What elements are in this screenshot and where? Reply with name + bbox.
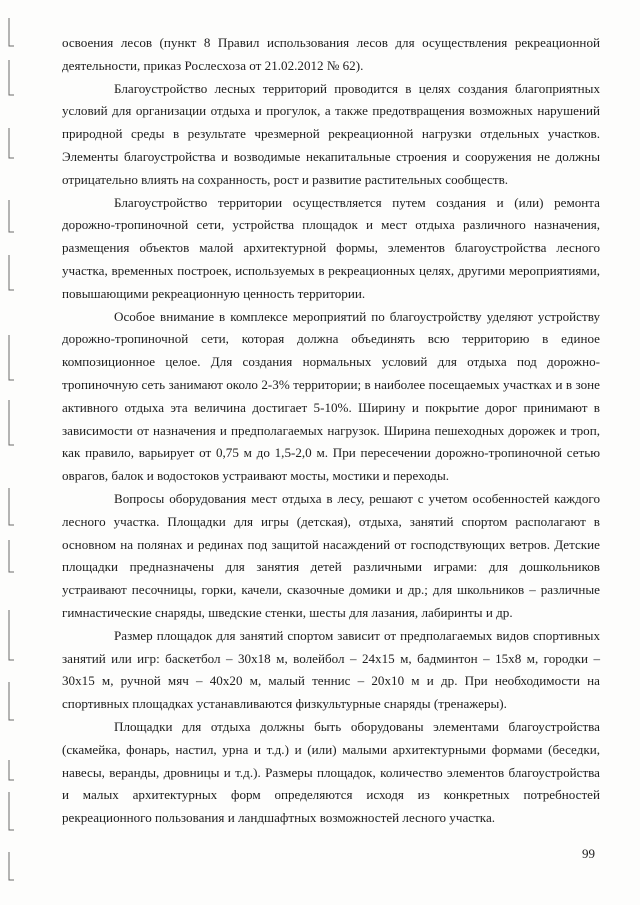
- binding-margin-marks: [0, 0, 30, 905]
- page-number: 99: [582, 846, 595, 861]
- binding-marks-graphic: [0, 0, 30, 905]
- paragraph-7: Площадки для отдыха должны быть оборудованы элементами благоустройства (скамейка, фонарь, настил, урна и т.д.) и (или) малыми архитектурными формами (беседки, навесы, веранды, дровницы и т.д.). Размеры площадок, количество элементов благоустройства и малых архитектурных форм определяются исходя из конкретных потребностей рекреационного пользования и ландшафтных возможностей лесного участка.: [62, 718, 600, 826]
- paragraph-5: Вопросы оборудования мест отдыха в лесу, решают с учетом особенностей каждого лесного участка. Площадки для игры (детская), отдыха, занятий спортом располагают в основном на полянах и рединах под защитой насаждений от господствующих ветров. Детские площадки предназначены для занятия детей различными играми: для дошкольников устраивают песочницы, горки, качели, сказочные домики и др.; для школьников – различные гимнастические снаряды, шведские стенки, шесты для лазания, лабиринты и др.: [62, 490, 600, 620]
- paragraph-6: Размер площадок для занятий спортом зависит от предполагаемых видов спортивных занятий или игр: баскетбол – 30х18 м, волейбол – 24х15 м, бадминтон – 15х8 м, городки – 30х15 м, ручной мяч – 40х20 м, малый теннис – 20х10 м и др. При необходимости на спортивных площадках устанавливаются физкультурные снаряды (тренажеры).: [62, 627, 600, 712]
- paragraph-4: Особое внимание в комплексе мероприятий по благоустройству уделяют устройству дорожно-тропиночной сети, которая должна объединять всю территорию в единое композиционное целое. Для создания нормальных условий для отдыха под дорожно-тропиночную сеть занимают около 2-3% территории; в наиболее посещаемых участках и в зоне активного отдыха эта величина достигает 5-10%. Ширину и покрытие дорог принимают в зависимости от назначения и предполагаемых нагрузок. Ширина пешеходных дорожек и троп, как правило, варьирует от 0,75 м до 1,5-2,0 м. При пересечении дорожно-тропиночной сетью оврагов, балок и водостоков устраивают мосты, мостики и переходы.: [62, 308, 600, 484]
- paragraph-2: Благоустройство лесных территорий проводится в целях создания благоприятных условий для организации отдыха и прогулок, а также предотвращения возможных нарушений природной среды в результате чрезмерной рекреационной нагрузки отдельных участков. Элементы благоустройства и возводимые некапитальные строения и сооружения не должны отрицательно влиять на сохранность, рост и развитие растительных сообществ.: [62, 80, 600, 187]
- paragraph-1: освоения лесов (пункт 8 Правил использования лесов для осуществления рекреационной деятельности, приказ Рослесхоза от 21.02.2012 № 62).: [62, 35, 600, 73]
- body-text: [62, 32, 600, 830]
- paragraph-3: Благоустройство территории осуществляется путем создания и (или) ремонта дорожно-тропиночной сети, устройства площадок и мест отдыха различного назначения, размещения объектов малой архитектурной формы, элементов благоустройства лесного участка, временных построек, используемых в рекреационных целях, другими мероприятиями, повышающими рекреационную ценность территории.: [62, 194, 600, 301]
